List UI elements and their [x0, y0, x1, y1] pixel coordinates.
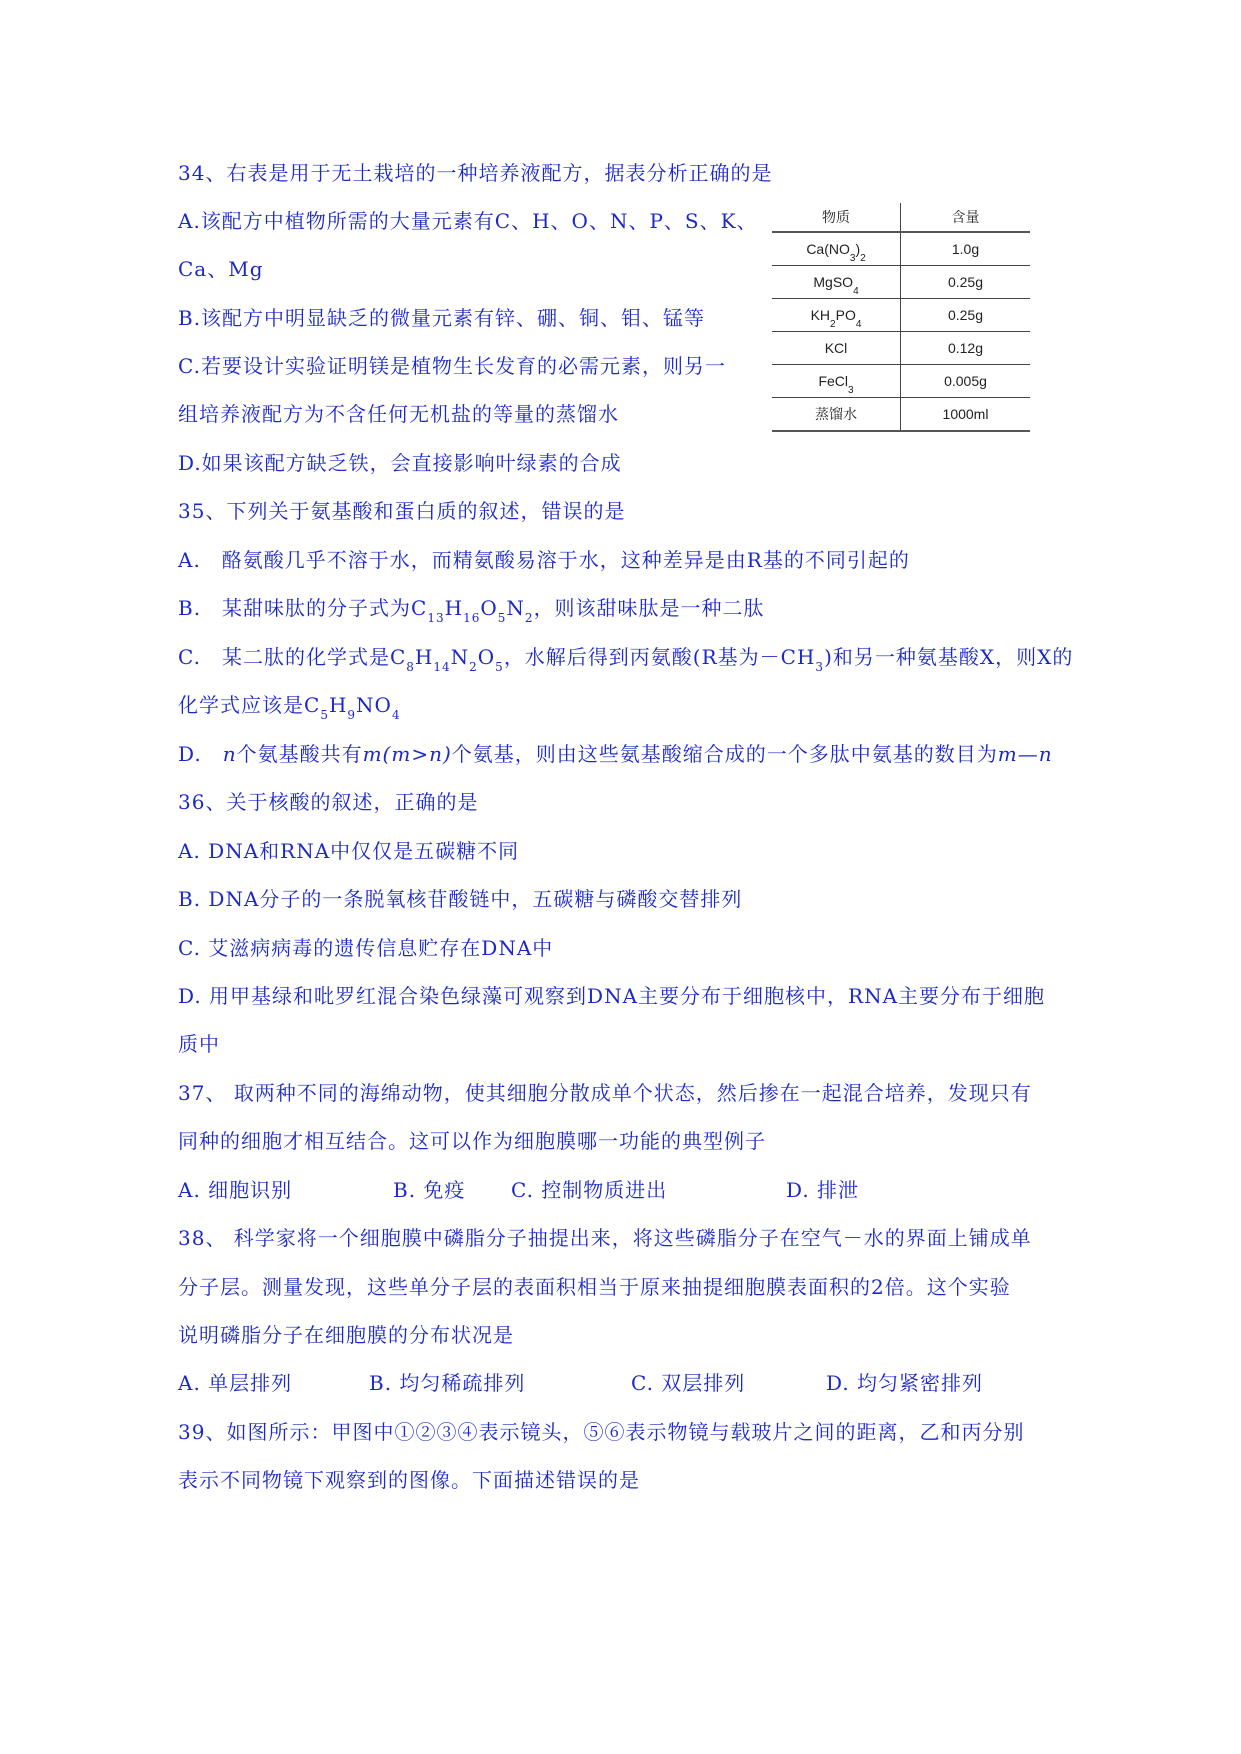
amount-cell: 0.12g [901, 332, 1031, 365]
q35-option-b: B. 某甜味肽的分子式为$C_{13}H_{16}O_5N_2$，则该甜味肽是一种二肽 [178, 596, 765, 625]
amount-cell: 1000ml [901, 398, 1031, 432]
q37-option-d: D. 排泄 [786, 1178, 860, 1202]
q36-option-b: B. DNA分子的一条脱氧核苷酸链中，五碳糖与磷酸交替排列 [178, 887, 743, 911]
q38-stem-line1: 38、 科学家将一个细胞膜中磷脂分子抽提出来，将这些磷脂分子在空气－水的界面上铺成单 [178, 1226, 1032, 1250]
q37-option-a: A. 细胞识别 [178, 1178, 293, 1202]
substance-cell: KCl [772, 332, 901, 365]
q38-option-a: A. 单层排列 [178, 1371, 293, 1395]
table-row [772, 332, 1030, 365]
q35-option-c-line2: 化学式应该是$C_5H_9NO_4$ [178, 693, 401, 722]
amount-cell: 0.005g [901, 365, 1031, 398]
q36-option-d-line2: 质中 [178, 1032, 220, 1056]
q39-stem-line2: 表示不同物镜下观察到的图像。下面描述错误的是 [178, 1468, 640, 1492]
table-row [772, 398, 1030, 432]
q38-stem-line3: 说明磷脂分子在细胞膜的分布状况是 [178, 1323, 514, 1347]
nutrient-solution-table [772, 203, 1030, 432]
q34-option-c-line1: C.若要设计实验证明镁是植物生长发育的必需元素，则另一 [178, 354, 726, 378]
q39-stem-line1: 39、如图所示：甲图中①②③④表示镜头，⑤⑥表示物镜与载玻片之间的距离，乙和丙分别 [178, 1420, 1025, 1444]
substance-cell: 蒸馏水 [772, 398, 901, 432]
q38-stem-line2: 分子层。测量发现，这些单分子层的表面积相当于原来抽提细胞膜表面积的2倍。这个实验 [178, 1275, 1011, 1299]
substance-cell: $KH_2PO_4$ [772, 299, 901, 332]
substance-cell: FeCl$_3$ [772, 365, 901, 398]
q35-stem: 35、下列关于氨基酸和蛋白质的叙述，错误的是 [178, 499, 626, 523]
table-row [772, 232, 1030, 266]
q35-option-c-line1: C. 某二肽的化学式是$C_8H_{14}N_2O_5$，水解后得到丙氨酸(R基为$-CH_3$)和另一种氨基酸X，则X的 [178, 645, 1074, 674]
q34-option-c-line2: 组培养液配方为不含任何无机盐的等量的蒸馏水 [178, 402, 619, 426]
q37-option-c: C. 控制物质进出 [511, 1178, 668, 1202]
amount-cell: 1.0g [901, 232, 1031, 266]
q37-option-b: B. 免疫 [393, 1178, 466, 1202]
q37-stem-line1: 37、 取两种不同的海绵动物，使其细胞分散成单个状态，然后掺在一起混合培养，发现只有 [178, 1081, 1032, 1105]
q38-option-d: D. 均匀紧密排列 [826, 1371, 984, 1395]
q34-option-d: D.如果该配方缺乏铁，会直接影响叶绿素的合成 [178, 451, 622, 475]
q37-stem-line2: 同种的细胞才相互结合。这可以作为细胞膜哪一功能的典型例子 [178, 1129, 766, 1153]
table-header-substance: 物质 [772, 203, 901, 232]
substance-cell: $Ca(NO_3)_2$ [772, 232, 901, 266]
table-header-row [772, 203, 1030, 232]
amount-cell: 0.25g [901, 266, 1031, 299]
q34-option-b: B.该配方中明显缺乏的微量元素有锌、硼、铜、钼、锰等 [178, 306, 706, 330]
q36-option-d-line1: D. 用甲基绿和吡罗红混合染色绿藻可观察到DNA主要分布于细胞核中，RNA主要分布于细胞 [178, 984, 1046, 1008]
amount-cell: 0.25g [901, 299, 1031, 332]
q36-option-c: C. 艾滋病病毒的遗传信息贮存在DNA中 [178, 936, 554, 960]
table-row [772, 365, 1030, 398]
q35-option-a: A. 酪氨酸几乎不溶于水，而精氨酸易溶于水，这种差异是由R基的不同引起的 [178, 548, 910, 572]
q35-option-d: D. n个氨基酸共有m(m>n)个氨基，则由这些氨基酸缩合成的一个多肽中氨基的数目为m—n [178, 742, 1053, 766]
q38-option-b: B. 均匀稀疏排列 [369, 1371, 526, 1395]
q38-option-c: C. 双层排列 [631, 1371, 746, 1395]
q34-option-a-line1: A.该配方中植物所需的大量元素有C、H、O、N、P、S、K、 [178, 209, 758, 233]
table-header-amount: 含量 [901, 203, 1031, 232]
table-row [772, 266, 1030, 299]
q36-stem: 36、关于核酸的叙述，正确的是 [178, 790, 479, 814]
q34-stem: 34、右表是用于无土栽培的一种培养液配方，据表分析正确的是 [178, 161, 773, 185]
substance-cell: MgSO$_4$ [772, 266, 901, 299]
q36-option-a: A. DNA和RNA中仅仅是五碳糖不同 [178, 839, 520, 863]
table-row [772, 299, 1030, 332]
q34-option-a-line2: Ca、Mg [178, 257, 264, 281]
